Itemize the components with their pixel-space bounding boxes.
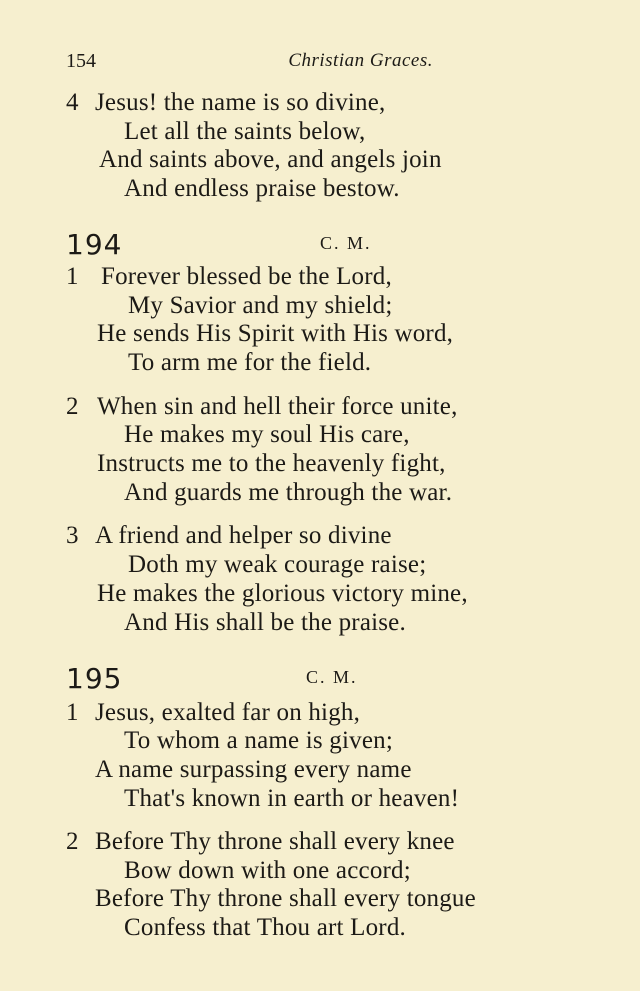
verse-line: A name surpassing every name — [95, 756, 412, 783]
verse-line: And endless praise bestow. — [124, 175, 400, 202]
verse-line: Before Thy throne shall every tongue — [95, 885, 476, 912]
verse-number: 2 — [66, 393, 79, 420]
verse-number: 4 — [66, 89, 79, 116]
verse-line: Before Thy throne shall every knee — [95, 828, 455, 855]
verse-line: When sin and hell their force unite, — [97, 393, 458, 420]
verse-line: He makes the glorious victory mine, — [97, 580, 468, 607]
verse-line: Instructs me to the heavenly fight, — [97, 450, 446, 477]
verse-line: My Savior and my shield; — [128, 292, 393, 319]
verse-line: And guards me through the war. — [124, 479, 453, 506]
verse-line: To whom a name is given; — [124, 727, 393, 754]
verse-number: 1 — [66, 699, 79, 726]
verse-line: He sends His Spirit with His word, — [97, 320, 454, 347]
verse-line: Forever blessed be the Lord, — [101, 263, 392, 290]
page-header — [66, 50, 433, 74]
verse-number: 3 — [66, 522, 79, 549]
verse-line: Bow down with one accord; — [124, 857, 411, 884]
page-number: 154 — [66, 50, 96, 72]
verse-line: Jesus! the name is so divine, — [95, 89, 386, 116]
verse-line: That's known in earth or heaven! — [124, 785, 460, 812]
hymn-number: 195 — [66, 662, 123, 695]
hymn-meter: C. M. — [306, 667, 358, 687]
verse-number: 2 — [66, 828, 79, 855]
verse-line: To arm me for the field. — [128, 349, 372, 376]
verse-line: And saints above, and angels join — [99, 146, 442, 173]
verse-line: Doth my weak courage raise; — [128, 551, 427, 578]
running-title: Christian Graces. — [288, 50, 433, 71]
hymn-number: 194 — [66, 228, 123, 261]
verse-line: A friend and helper so divine — [95, 522, 392, 549]
verse-line: Let all the saints below, — [124, 118, 366, 145]
verse-number: 1 — [66, 263, 79, 290]
verse-line: Confess that Thou art Lord. — [124, 914, 406, 941]
hymn-meter: C. M. — [320, 233, 372, 253]
verse-line: Jesus, exalted far on high, — [95, 699, 361, 726]
verse-line: And His shall be the praise. — [124, 609, 406, 636]
verse-line: He makes my soul His care, — [124, 421, 410, 448]
